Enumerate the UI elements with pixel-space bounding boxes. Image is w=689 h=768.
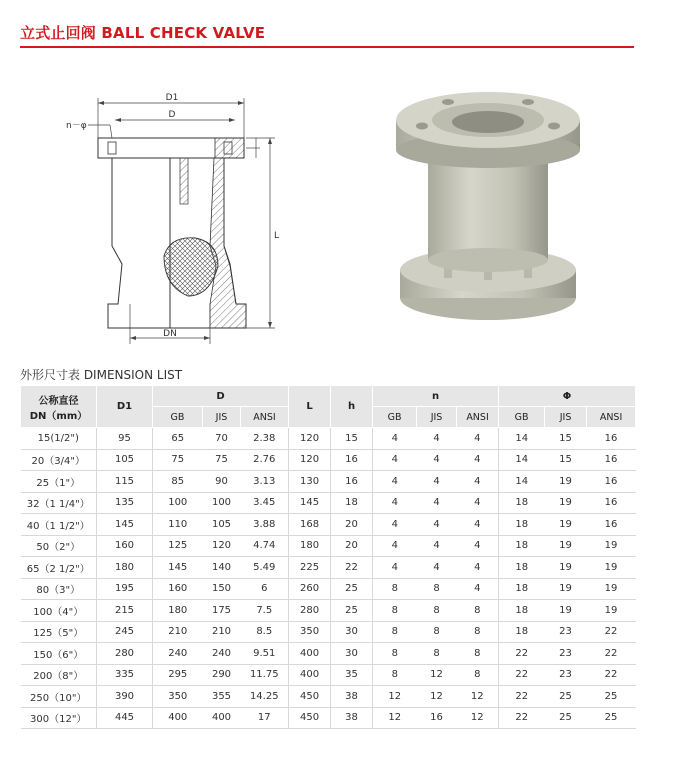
table-cell: 450	[289, 707, 331, 729]
table-cell: 8	[457, 621, 499, 643]
subheader-n-gb: GB	[373, 407, 417, 428]
table-cell: 22	[331, 557, 373, 579]
table-cell: 23	[545, 621, 587, 643]
table-cell: 8	[417, 621, 457, 643]
table-cell: 4	[373, 471, 417, 493]
table-cell: 90	[203, 471, 241, 493]
header-phi: Φ	[499, 386, 636, 407]
table-cell: 400	[203, 707, 241, 729]
table-cell: 25	[587, 707, 636, 729]
table-cell: 4	[457, 492, 499, 514]
table-cell: 19	[587, 578, 636, 600]
table-cell: 290	[203, 664, 241, 686]
table-cell: 16	[587, 514, 636, 536]
table-cell: 3.45	[241, 492, 289, 514]
table-cell: 20	[331, 535, 373, 557]
table-cell: 14	[499, 471, 545, 493]
table-cell: 4	[417, 449, 457, 471]
table-cell: 22	[587, 643, 636, 665]
table-cell: 4	[457, 471, 499, 493]
table-row	[21, 686, 636, 708]
table-cell: 75	[153, 449, 203, 471]
subheader-d-jis: JIS	[203, 407, 241, 428]
table-cell: 19	[545, 600, 587, 622]
table-cell: 450	[289, 686, 331, 708]
valve-product-photo	[388, 90, 588, 360]
table-cell: 25	[331, 600, 373, 622]
table-cell: 100	[203, 492, 241, 514]
table-cell-dn: 300（12"）	[21, 707, 97, 729]
table-cell: 145	[289, 492, 331, 514]
table-cell: 160	[153, 578, 203, 600]
table-cell: 30	[331, 643, 373, 665]
table-cell: 19	[545, 557, 587, 579]
table-cell: 18	[499, 600, 545, 622]
table-cell: 4	[417, 514, 457, 536]
table-cell-dn: 250（10"）	[21, 686, 97, 708]
table-cell: 22	[499, 686, 545, 708]
table-cell: 19	[545, 578, 587, 600]
table-cell: 145	[97, 514, 153, 536]
table-cell: 245	[97, 621, 153, 643]
table-cell: 25	[331, 578, 373, 600]
table-cell: 18	[499, 578, 545, 600]
subheader-d-gb: GB	[153, 407, 203, 428]
table-cell: 4	[457, 557, 499, 579]
table-cell: 8	[373, 578, 417, 600]
table-cell: 22	[499, 643, 545, 665]
table-cell: 110	[153, 514, 203, 536]
table-cell: 4	[373, 428, 417, 450]
table-cell: 12	[373, 707, 417, 729]
table-cell: 125	[153, 535, 203, 557]
table-cell: 16	[587, 449, 636, 471]
table-cell: 120	[289, 428, 331, 450]
table-cell: 2.76	[241, 449, 289, 471]
table-cell: 18	[499, 492, 545, 514]
table-cell: 8	[457, 600, 499, 622]
table-cell: 335	[97, 664, 153, 686]
table-cell: 18	[331, 492, 373, 514]
table-cell: 17	[241, 707, 289, 729]
header-h: h	[331, 386, 373, 428]
table-cell: 23	[545, 664, 587, 686]
table-cell: 19	[545, 514, 587, 536]
table-cell: 16	[417, 707, 457, 729]
table-cell: 19	[587, 600, 636, 622]
table-cell: 8	[457, 643, 499, 665]
table-cell: 16	[331, 471, 373, 493]
subheader-n-ansi: ANSI	[457, 407, 499, 428]
n-phi-label: n－φ	[66, 121, 87, 131]
table-row	[21, 471, 636, 493]
table-row	[21, 492, 636, 514]
table-cell-dn: 50（2"）	[21, 535, 97, 557]
table-cell: 38	[331, 707, 373, 729]
table-cell: 19	[587, 535, 636, 557]
table-cell: 120	[203, 535, 241, 557]
table-cell: 4	[373, 449, 417, 471]
table-cell: 105	[97, 449, 153, 471]
table-cell: 240	[203, 643, 241, 665]
page-title: 立式止回阀 BALL CHECK VALVE	[20, 24, 266, 42]
table-cell: 175	[203, 600, 241, 622]
table-cell: 16	[587, 428, 636, 450]
table-cell: 4	[373, 535, 417, 557]
table-cell-dn: 25（1"）	[21, 471, 97, 493]
table-cell: 4	[417, 535, 457, 557]
table-cell-dn: 200（8"）	[21, 664, 97, 686]
table-cell: 240	[153, 643, 203, 665]
table-cell: 140	[203, 557, 241, 579]
table-cell: 7.5	[241, 600, 289, 622]
table-row	[21, 621, 636, 643]
table-cell: 225	[289, 557, 331, 579]
subheader-phi-jis: JIS	[545, 407, 587, 428]
table-cell: 105	[203, 514, 241, 536]
table-cell: 6	[241, 578, 289, 600]
table-cell: 168	[289, 514, 331, 536]
table-cell: 135	[97, 492, 153, 514]
table-cell: 25	[587, 686, 636, 708]
subheader-d-ansi: ANSI	[241, 407, 289, 428]
title-bar	[20, 22, 634, 43]
table-cell: 19	[545, 535, 587, 557]
table-cell: 4	[417, 428, 457, 450]
table-cell: 9.51	[241, 643, 289, 665]
header-d1: D1	[97, 386, 153, 428]
table-cell: 16	[587, 492, 636, 514]
table-cell: 25	[545, 686, 587, 708]
table-cell: 16	[331, 449, 373, 471]
table-cell: 445	[97, 707, 153, 729]
l-label: L	[274, 231, 280, 241]
table-cell: 70	[203, 428, 241, 450]
table-cell: 38	[331, 686, 373, 708]
table-cell: 390	[97, 686, 153, 708]
table-cell-dn: 100（4"）	[21, 600, 97, 622]
table-cell: 15	[331, 428, 373, 450]
table-cell: 4	[457, 514, 499, 536]
table-cell: 12	[457, 707, 499, 729]
table-cell: 15	[545, 428, 587, 450]
table-cell: 18	[499, 514, 545, 536]
table-cell: 180	[153, 600, 203, 622]
table-cell: 195	[97, 578, 153, 600]
dimension-list-caption: 外形尺寸表 DIMENSION LIST	[20, 368, 183, 382]
table-row	[21, 535, 636, 557]
table-cell: 4	[457, 535, 499, 557]
table-cell: 22	[499, 707, 545, 729]
table-cell: 18	[499, 557, 545, 579]
table-cell: 2.38	[241, 428, 289, 450]
table-cell: 19	[545, 492, 587, 514]
table-cell: 350	[153, 686, 203, 708]
header-n: n	[373, 386, 499, 407]
table-cell: 12	[417, 686, 457, 708]
subheader-n-jis: JIS	[417, 407, 457, 428]
table-cell: 8	[373, 643, 417, 665]
table-cell: 400	[153, 707, 203, 729]
header-d: D	[153, 386, 289, 407]
table-cell: 4	[373, 514, 417, 536]
dimension-table-body	[21, 428, 636, 729]
title-divider	[20, 46, 634, 48]
table-row	[21, 514, 636, 536]
table-cell: 355	[203, 686, 241, 708]
table-cell: 85	[153, 471, 203, 493]
table-cell: 4	[417, 471, 457, 493]
table-cell: 35	[331, 664, 373, 686]
table-cell: 4	[373, 492, 417, 514]
d-label: D	[168, 110, 176, 120]
table-cell: 23	[545, 643, 587, 665]
table-cell: 4	[417, 492, 457, 514]
table-row	[21, 707, 636, 729]
table-cell: 260	[289, 578, 331, 600]
table-cell: 18	[499, 621, 545, 643]
table-cell: 18	[499, 535, 545, 557]
table-cell: 115	[97, 471, 153, 493]
table-cell-dn: 65（2 1/2"）	[21, 557, 97, 579]
table-cell: 14	[499, 428, 545, 450]
table-cell: 120	[289, 449, 331, 471]
table-cell: 4	[417, 557, 457, 579]
dn-label: DN	[163, 329, 177, 339]
table-cell: 4	[457, 449, 499, 471]
table-cell: 22	[587, 621, 636, 643]
table-cell: 30	[331, 621, 373, 643]
table-cell: 3.13	[241, 471, 289, 493]
table-cell: 8	[417, 578, 457, 600]
table-cell: 400	[289, 643, 331, 665]
table-cell: 130	[289, 471, 331, 493]
table-cell: 4	[457, 428, 499, 450]
table-cell: 8	[457, 664, 499, 686]
table-cell: 8.5	[241, 621, 289, 643]
table-cell-dn: 32（1 1/4"）	[21, 492, 97, 514]
table-cell: 4	[457, 578, 499, 600]
header-dn-label: 公称直径	[38, 395, 79, 407]
table-cell: 160	[97, 535, 153, 557]
table-row	[21, 664, 636, 686]
table-cell: 8	[373, 621, 417, 643]
table-cell: 14	[499, 449, 545, 471]
valve-section-drawing	[60, 86, 310, 356]
table-cell: 22	[499, 664, 545, 686]
table-cell: 16	[587, 471, 636, 493]
table-cell-dn: 40（1 1/2"）	[21, 514, 97, 536]
table-row	[21, 600, 636, 622]
table-row	[21, 643, 636, 665]
table-cell: 150	[203, 578, 241, 600]
table-cell: 20	[331, 514, 373, 536]
header-dn-unit: DN（mm）	[29, 410, 88, 422]
subheader-phi-gb: GB	[499, 407, 545, 428]
table-cell: 14.25	[241, 686, 289, 708]
table-cell-dn: 80（3"）	[21, 578, 97, 600]
d1-label: D1	[165, 93, 179, 103]
table-cell: 75	[203, 449, 241, 471]
table-cell: 215	[97, 600, 153, 622]
table-cell: 5.49	[241, 557, 289, 579]
table-cell: 4.74	[241, 535, 289, 557]
table-cell: 210	[153, 621, 203, 643]
table-row	[21, 428, 636, 450]
table-cell: 400	[289, 664, 331, 686]
table-cell: 12	[417, 664, 457, 686]
table-cell-dn: 15(1/2")	[21, 428, 97, 450]
table-row	[21, 557, 636, 579]
header-dn	[21, 386, 97, 428]
table-cell: 4	[373, 557, 417, 579]
table-cell: 8	[373, 600, 417, 622]
table-cell: 180	[289, 535, 331, 557]
table-cell: 295	[153, 664, 203, 686]
table-cell: 12	[373, 686, 417, 708]
table-cell: 280	[289, 600, 331, 622]
table-cell: 25	[545, 707, 587, 729]
table-cell: 95	[97, 428, 153, 450]
table-cell: 145	[153, 557, 203, 579]
table-cell: 8	[417, 600, 457, 622]
subheader-phi-ansi: ANSI	[587, 407, 636, 428]
table-cell: 8	[373, 664, 417, 686]
table-cell: 12	[457, 686, 499, 708]
table-cell: 210	[203, 621, 241, 643]
table-cell: 22	[587, 664, 636, 686]
table-row	[21, 449, 636, 471]
dimension-table	[20, 385, 636, 729]
table-cell: 15	[545, 449, 587, 471]
table-cell: 8	[417, 643, 457, 665]
table-cell-dn: 125（5"）	[21, 621, 97, 643]
table-cell: 180	[97, 557, 153, 579]
table-row	[21, 578, 636, 600]
table-cell-dn: 20（3/4"）	[21, 449, 97, 471]
table-cell-dn: 150（6"）	[21, 643, 97, 665]
table-cell: 19	[545, 471, 587, 493]
table-cell: 100	[153, 492, 203, 514]
header-l: L	[289, 386, 331, 428]
table-cell: 11.75	[241, 664, 289, 686]
table-cell: 280	[97, 643, 153, 665]
table-cell: 65	[153, 428, 203, 450]
table-cell: 19	[587, 557, 636, 579]
table-cell: 350	[289, 621, 331, 643]
table-cell: 3.88	[241, 514, 289, 536]
